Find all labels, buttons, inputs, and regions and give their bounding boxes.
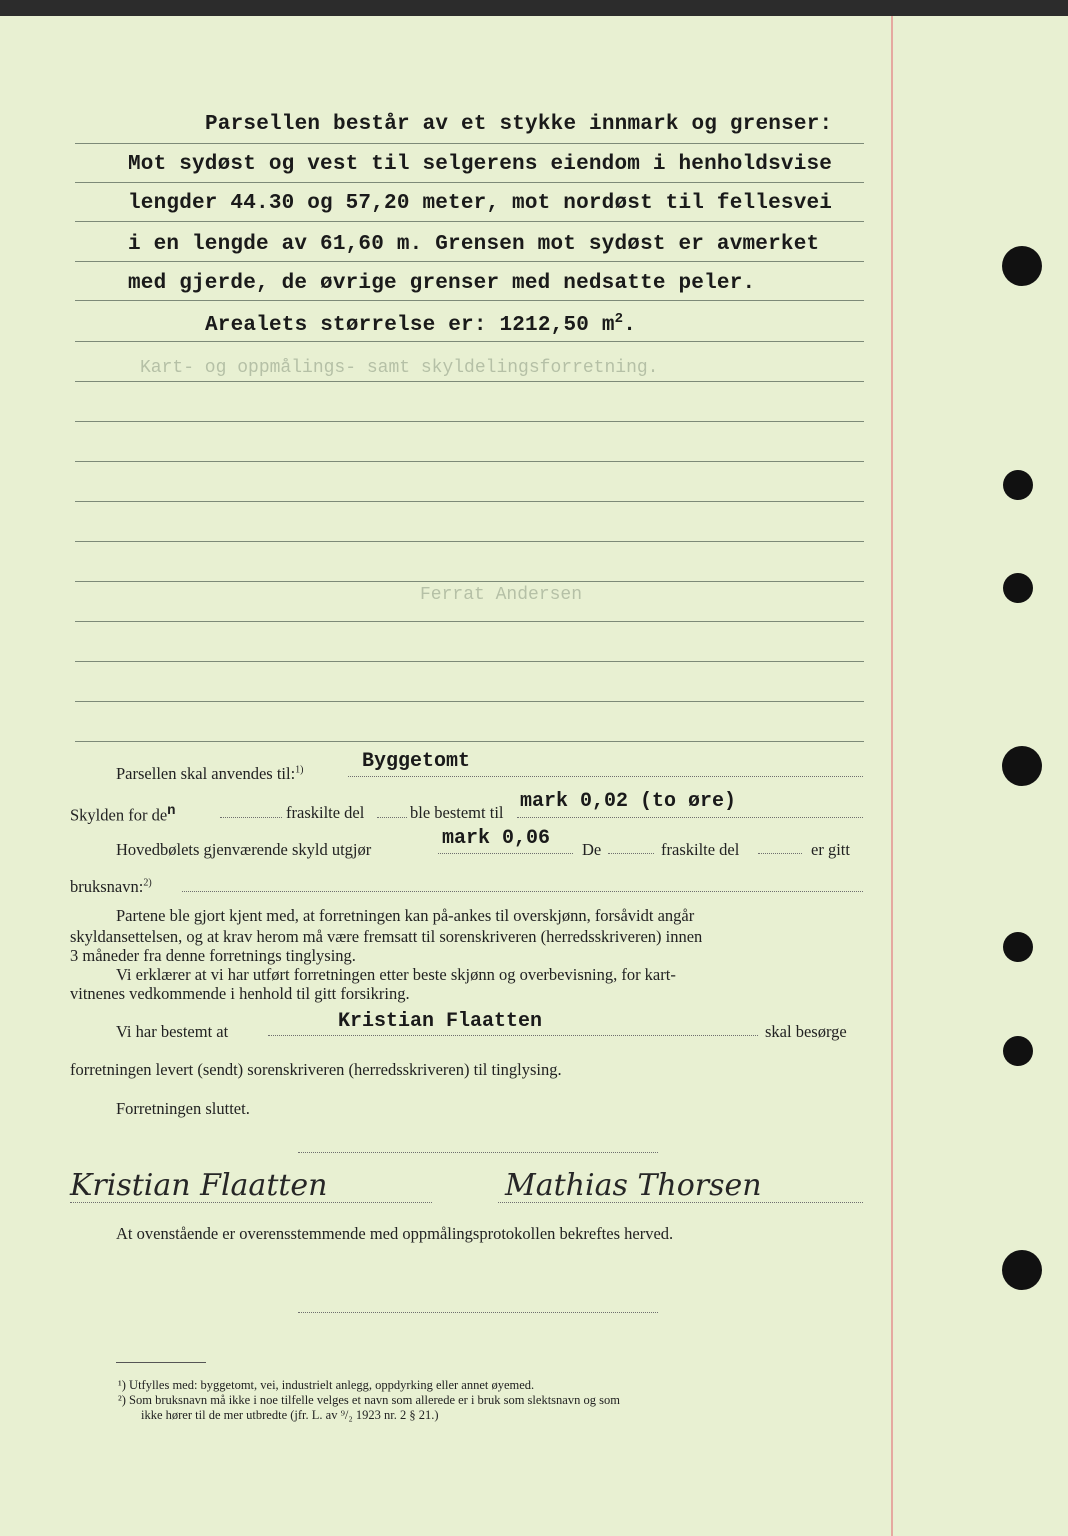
description-line: med gjerde, de øvrige grenser med nedsatte peler. [128,272,756,295]
sluttet-line: Forretningen sluttet. [116,1099,250,1118]
footnote-1 [118,1378,534,1393]
bestemt-label: Vi har bestemt at [116,1022,229,1041]
hoved-label: Hovedbølets gjenværende skyld utgjør [116,840,372,859]
margin-line [891,16,893,1536]
footnote-2 [118,1393,620,1408]
fraskilte-del-label: fraskilte del [661,840,740,859]
signature-dotted-line [70,1202,432,1203]
punch-hole [1003,1036,1033,1066]
ruled-line [75,461,864,462]
skyld-dotted-line [517,817,863,818]
use-label [116,764,304,784]
ruled-line [75,741,864,742]
ruled-line [75,381,864,382]
fraskilte-label: fraskilte del [286,803,365,822]
punch-hole [1002,1250,1042,1290]
footnote-mark: ²) [118,1393,126,1407]
description-line: Parsellen består av et stykke innmark og grenser: [205,113,833,136]
area-suffix: . [623,314,637,337]
hoved-value: mark 0,06 [442,827,551,850]
footnote-text: Utfylles med: byggetomt, vei, industrielt anlegg, oppdyrking eller annet øyemed. [129,1378,535,1392]
ruled-line [75,581,864,582]
ruled-line [75,701,864,702]
punch-hole [1003,932,1033,962]
use-note-ref: 1) [295,764,304,776]
skyld-value: mark 0,02 (to øre) [520,790,737,813]
signature-right: Mathias Thorsen [505,1168,762,1203]
paragraph-line: vitnenes vedkommende i henhold til gitt forsikring. [70,984,410,1003]
certify-dotted-line [298,1312,658,1313]
description-line: i en lengde av 61,60 m. Grensen mot sydøst er avmerket [128,233,820,256]
footnote-rule [116,1362,206,1363]
skyld-label [70,803,176,826]
punch-hole [1002,246,1042,286]
bestemt-value: Kristian Flaatten [338,1010,543,1033]
ruled-line [75,300,864,301]
dotted-line [377,817,407,818]
de-label: De [582,840,602,859]
ruled-line [75,341,864,342]
use-label-text: Parsellen skal anvendes til: [116,764,296,783]
scan-top-edge [0,0,1068,16]
ruled-line [75,501,864,502]
bruksnavn-text: bruksnavn: [70,877,144,896]
bestemt-til-label: ble bestemt til [410,803,504,822]
bestemt-dotted-line [268,1035,758,1036]
dotted-line [220,817,282,818]
er-gitt-label: er gitt [811,840,850,859]
ruled-line [75,661,864,662]
ruled-line [75,143,864,144]
bruksnavn-dotted-line [182,891,863,892]
punch-hole [1003,470,1033,500]
paragraph-line: Vi erklærer at vi har utført forretningen etter beste skjønn og overbevisning, for kart- [116,965,676,984]
signature-dotted-line [298,1152,658,1153]
description-line: Mot sydøst og vest til selgerens eiendom i henholdsvise [128,153,833,176]
show-through-text: Kart- og oppmålings- samt skyldelingsforretning. [140,358,659,378]
punch-hole [1002,746,1042,786]
signature-dotted-line [498,1202,863,1203]
skyld-label-text: Skylden for de [70,805,168,825]
ruled-line [75,541,864,542]
skyld-superscript: n [167,803,176,819]
area-text: Arealets størrelse er: 1212,50 m [205,314,615,337]
ruled-line [75,421,864,422]
paragraph-line: skyldansettelsen, og at krav herom må være fremsatt til sorenskriveren (herredsskriveren) innen [70,927,703,946]
signature-left: Kristian Flaatten [70,1168,328,1203]
levert-line: forretningen levert (sendt) sorenskriveren (herredsskriveren) til tinglysing. [70,1060,562,1079]
bruksnavn-note-ref: 2) [143,877,152,889]
ruled-line [75,261,864,262]
besorge-label: skal besørge [765,1022,847,1041]
description-line: lengder 44.30 og 57,20 meter, mot nordøst til fellesvei [128,192,833,215]
footnote-text: Som bruksnavn må ikke i noe tilfelle velges et navn som allerede er i bruk som slektsnavn og som [129,1393,620,1407]
show-through-text: Ferrat Andersen [420,585,583,605]
ruled-line [75,182,864,183]
punch-hole [1003,573,1033,603]
paragraph-line: Partene ble gjort kjent med, at forretningen kan på-ankes til overskjønn, forsåvidt angår [116,906,695,925]
area-line [205,311,636,337]
certify-line: At ovenstående er overensstemmende med oppmålingsprotokollen bekreftes herved. [116,1224,674,1243]
use-value: Byggetomt [362,750,471,773]
ruled-line [75,221,864,222]
ruled-line [75,621,864,622]
use-dotted-line [348,776,863,777]
hoved-dotted-line [438,853,573,854]
paragraph-line: 3 måneder fra denne forretnings tinglysing. [70,946,356,965]
dotted-line [608,853,654,854]
dotted-line [758,853,802,854]
bruksnavn-label [70,877,152,897]
footnote-mark: ¹) [118,1378,126,1392]
area-superscript: 2 [614,311,624,327]
footnote-2-cont: ikke hører til de mer utbredte (jfr. L. av ⁹/₂ 1923 nr. 2 § 21.) [141,1408,439,1422]
